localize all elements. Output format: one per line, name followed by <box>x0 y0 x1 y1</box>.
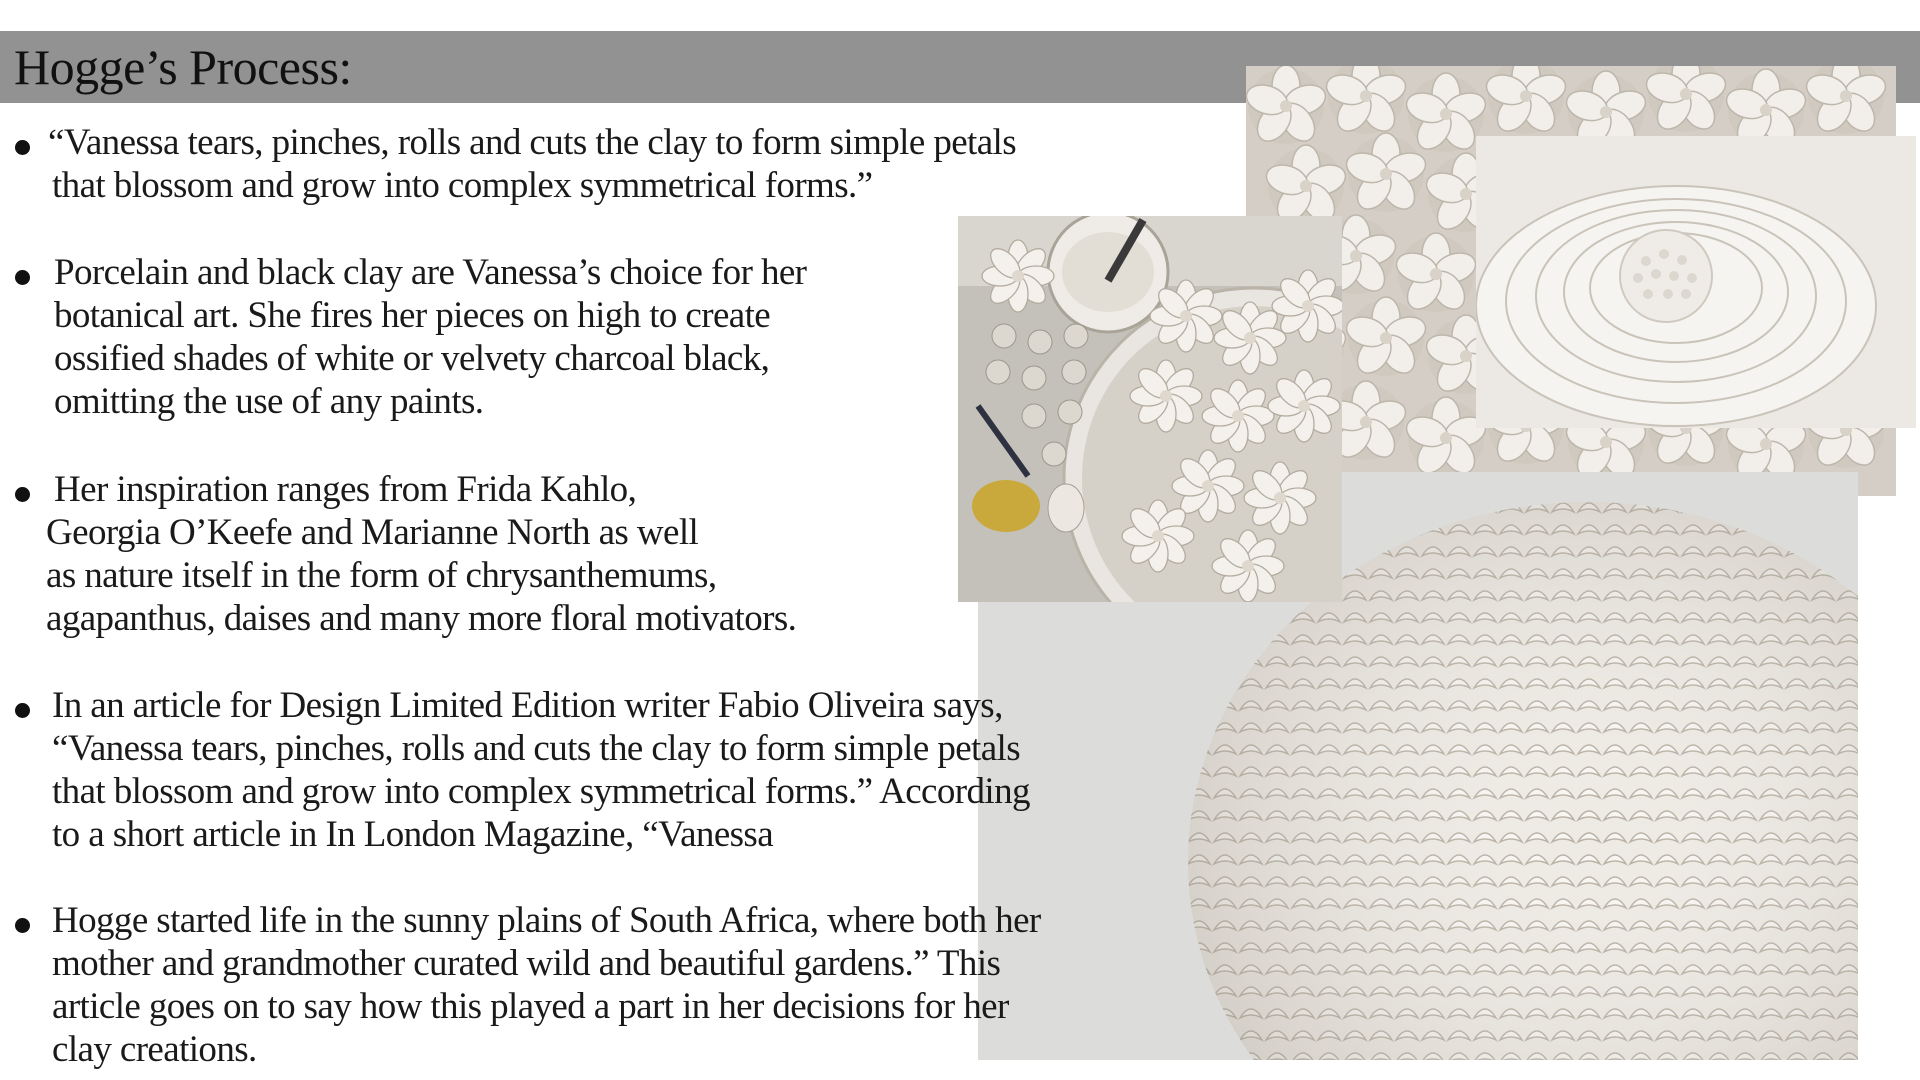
bullet-text-line: agapanthus, daises and many more floral motivators. <box>46 598 797 639</box>
page-title: Hogge’s Process: <box>14 39 352 95</box>
bullet-text-line: omitting the use of any paints. <box>54 381 484 422</box>
porcelain-rose-photo <box>1476 136 1916 428</box>
bullet-text-line: Her inspiration ranges from Frida Kahlo, <box>54 469 637 510</box>
bullet-text-line: mother and grandmother curated wild and beautiful gardens.” This <box>52 943 1001 984</box>
bullet-text-line: as nature itself in the form of chrysanthemums, <box>46 555 717 596</box>
bullet-text-line: Porcelain and black clay are Vanessa’s choice for her <box>54 252 807 293</box>
bullet-dot-icon <box>15 487 30 502</box>
bullet-dot-icon <box>15 703 30 718</box>
bullet-text-line: clay creations. <box>52 1029 257 1070</box>
bullet-text-line: “Vanessa tears, pinches, rolls and cuts the clay to form simple petals <box>48 122 1017 163</box>
bullet-text-line: In an article for Design Limited Edition writer Fabio Oliveira says, <box>52 685 1003 726</box>
bullet-text-line: that blossom and grow into complex symmetrical forms.” According <box>52 771 1030 812</box>
bullet-text-line: “Vanessa tears, pinches, rolls and cuts the clay to form simple petals <box>52 728 1021 769</box>
studio-work-in-progress-photo <box>958 216 1342 602</box>
bullet-text-line: botanical art. She fires her pieces on high to create <box>54 295 771 336</box>
bullet-text-line: to a short article in In London Magazine, “Vanessa <box>52 814 774 855</box>
bullet-dot-icon <box>15 140 30 155</box>
bullet-text-line: ossified shades of white or velvety charcoal black, <box>54 338 770 379</box>
bullet-text-line: that blossom and grow into complex symmetrical forms.” <box>52 165 873 206</box>
bullet-text-line: article goes on to say how this played a part in her decisions for her <box>52 986 1009 1027</box>
bullet-text-line: Hogge started life in the sunny plains of South Africa, where both her <box>52 900 1041 941</box>
bullet-text-line: Georgia O’Keefe and Marianne North as well <box>46 512 699 553</box>
bullet-dot-icon <box>15 918 30 933</box>
bullet-dot-icon <box>15 270 30 285</box>
